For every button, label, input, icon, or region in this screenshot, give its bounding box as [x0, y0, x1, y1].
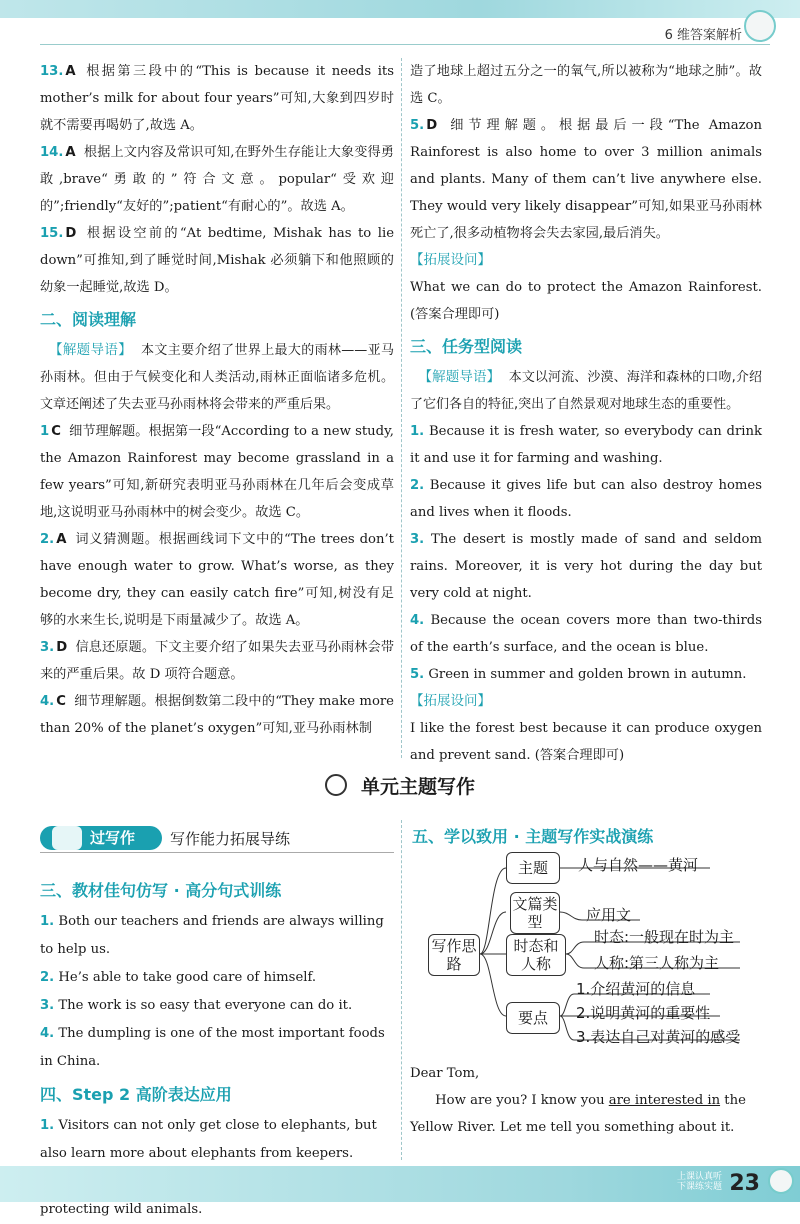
guide-text: 本文主要介绍了世界上最大的雨林——亚马孙雨林。但由于气候变化和人类活动,雨林正面临诸多危机。文章还阐述了失去亚马孙雨林将会带来的严重后果。 [40, 343, 394, 412]
task-answer-5 [410, 661, 762, 688]
letter-text: the Yellow River. Let me tell you something about it. [410, 1093, 746, 1135]
mind-point-1: 1.介绍黄河的信息 [576, 980, 696, 998]
section-heading: 五、学以致用 · 主题写作实战演练 [412, 827, 654, 846]
column-divider [401, 58, 402, 758]
q-explanation: 细节理解题。根据倒数第二段中的“They make more than 20% of the planet’s oxygen”可知,亚马孙雨林制 [40, 694, 394, 736]
q-explanation: Because it is fresh water, so everybody can drink it and use it for farming and washing. [410, 424, 762, 466]
q-number: 1. [40, 914, 55, 929]
letter-text: How are you? I know you [435, 1093, 609, 1108]
continued-text: 造了地球上超过五分之一的氧气,所以被称为“地球之肺”。故选 C。 [410, 64, 762, 106]
task-answer-3 [410, 526, 762, 607]
mind-point-3: 3.表达自己对黄河的感受 [576, 1028, 741, 1046]
mind-root: 写作思路 [428, 934, 480, 976]
q-number: 1. [40, 1118, 55, 1133]
mascot-icon [768, 1168, 794, 1194]
q-number: 1. [410, 424, 425, 439]
q-number: 15. [40, 226, 64, 241]
sentence-text: Both our teachers and friends are always willing to help us. [40, 914, 384, 957]
q-explanation: 细节理解题。根据第一段“According to a new study, the Amazon Rainforest may become grassland in a few years”可知,新研究表明亚马孙雨林在几年后会变成草地,这说明亚马孙雨林中的树会变少。故选 C。 [40, 424, 394, 520]
guide-paragraph [40, 337, 394, 418]
header-divider [40, 44, 770, 45]
task-answer-1 [410, 418, 762, 472]
flower-icon [325, 774, 347, 796]
letter-underlined-phrase: are interested in [608, 1093, 721, 1108]
q-answer: C [51, 424, 61, 439]
q-number: 2. [40, 532, 55, 547]
header-label: 6 维答案解析 [664, 28, 742, 43]
q-number: 3. [40, 640, 55, 655]
mind-point-2: 2.说明黄河的重要性 [576, 1004, 711, 1022]
reading-answer-2 [40, 526, 394, 634]
sentence-4 [40, 1020, 394, 1076]
section-heading: 二、阅读理解 [40, 310, 137, 329]
sentence-text: The dumpling is one of the most important foods in China. [40, 1026, 385, 1069]
q-number: 14. [40, 145, 64, 160]
guide-text: 本文以河流、沙漠、海洋和森林的口吻,介绍了它们各自的特征,突出了自然景观对地球生态的重要性。 [410, 370, 763, 412]
right-column [410, 58, 762, 769]
letter-body [410, 1087, 762, 1141]
q-explanation: 根据第三段中的“This is because it needs its mother’s milk for about four years”可知,大象到四岁时就不需要再喝奶了,故选 A。 [40, 64, 394, 133]
q-explanation: 词义猜测题。根据画线词下文中的“The trees don’t have enough water to grow. What’s worse, as they become dry, they can easily catch fire”可知,树没有足够的水来生长,说明是下雨量减少了。故选 A。 [40, 532, 394, 628]
section-heading: 三、教材佳句仿写 · 高分句式训练 [40, 881, 282, 900]
section-heading: 四、Step 2 高阶表达应用 [40, 1085, 232, 1104]
q-number: 5. [410, 667, 425, 682]
q-answer: A [56, 532, 67, 547]
unit-title [0, 772, 800, 799]
q-explanation: 根据上文内容及常识可知,在野外生存能让大象变得勇敢,brave“勇敢的”符合文意。popular“受欢迎的”;friendly“友好的”;patient“有耐心的”。故选 A。 [40, 145, 394, 214]
q-answer: A [65, 64, 76, 79]
q-number: 4. [410, 613, 425, 628]
sentence-text: protecting wild animals. [40, 1202, 203, 1217]
q-number: 3. [40, 998, 55, 1013]
extension-text: What we can do to protect the Amazon Rainforest. (答案合理即可) [410, 280, 762, 322]
q-number: 13. [40, 64, 64, 79]
sentence-1 [40, 908, 394, 964]
q-answer: C [56, 694, 66, 709]
mind-topic-value: 人与自然——黄河 [578, 856, 699, 874]
answer-15 [40, 220, 394, 301]
q-answer: D [56, 640, 68, 655]
sentence-text: The work is so easy that everyone can do it. [58, 998, 353, 1013]
answer-13 [40, 58, 394, 139]
reading-answer-5 [410, 112, 762, 247]
sentence-3 [40, 992, 394, 1020]
guide-tag: 【解题导语】 [418, 369, 501, 385]
q-explanation: 细节理解题。根据最后一段“The Amazon Rainforest is also home to over 3 million animals and plants. Many of them can’t live anywhere else. They would very likely disappear”可知,如果亚马孙雨林死亡了,很多动植物将会失去家园,最后消失。 [410, 118, 762, 241]
q-answer: D [426, 118, 438, 133]
column-divider [401, 820, 402, 1160]
task-answer-4 [410, 607, 762, 661]
q-number: 1 [40, 424, 50, 439]
task-answer-2 [410, 472, 762, 526]
letter-greeting: Dear Tom, [410, 1066, 480, 1081]
left-column [40, 58, 394, 742]
q-number: 3. [410, 532, 425, 547]
q-number: 2. [410, 478, 425, 493]
mind-person-value: 人称:第三人称为主 [594, 954, 720, 972]
q-answer: D [65, 226, 77, 241]
writing-pill-subtitle: 写作能力拓展导练 [170, 830, 291, 848]
q-explanation: Because it gives life but can also destroy homes and lives when it floods. [410, 478, 762, 520]
unit-title-text: 单元主题写作 [360, 776, 475, 798]
sentence-2 [40, 964, 394, 992]
q-explanation: The desert is mostly made of sand and seldom rains. Moreover, it is very hot during the day but very cold at night. [410, 532, 762, 601]
sample-letter [410, 1060, 762, 1141]
q-explanation: 信息还原题。下文主要介绍了如果失去亚马孙雨林会带来的严重后果。故 D 项符合题意。 [40, 640, 395, 682]
mascot-icon [744, 10, 776, 42]
q-explanation: Because the ocean covers more than two-thirds of the earth’s surface, and the ocean is blue. [410, 613, 762, 655]
reading-answer-4 [40, 688, 394, 742]
top-decor-bar [0, 0, 800, 18]
reading-answer-3 [40, 634, 394, 688]
answer-14 [40, 139, 394, 220]
writing-pill-label: 过写作 [90, 829, 136, 847]
guide-tag: 【解题导语】 [48, 342, 133, 358]
q-number: 5. [410, 118, 425, 133]
q-number: 2. [40, 970, 55, 985]
reading-answer-1 [40, 418, 394, 526]
mind-type-label: 文篇类型 [510, 892, 560, 934]
guide-paragraph [410, 364, 762, 418]
mind-topic-label: 主题 [506, 852, 560, 884]
extension-tag: 【拓展设问】 [410, 693, 491, 709]
mascot-icon [52, 826, 82, 850]
mind-map [410, 846, 762, 1060]
page-number: 23 [729, 1171, 760, 1196]
sentence-text: He’s able to take good care of himself. [58, 970, 317, 985]
mind-type-value: 应用文 [586, 906, 632, 924]
mind-tense-label: 时态和人称 [506, 934, 566, 976]
mind-points-label: 要点 [506, 1002, 560, 1034]
pill-divider [40, 852, 394, 853]
footer-slogan: 上课认真听 下课练实题 [676, 1172, 722, 1192]
mind-tense-value: 时态:一般现在时为主 [594, 928, 735, 946]
extension-text: I like the forest best because it can produce oxygen and prevent sand. (答案合理即可) [410, 721, 762, 763]
q-explanation: Green in summer and golden brown in autumn. [428, 667, 747, 682]
sentence-text: Visitors can not only get close to elephants, but also learn more about elephants from keepers. [40, 1118, 377, 1161]
q-number: 4. [40, 1026, 55, 1041]
q-explanation: 根据设空前的“At bedtime, Mishak has to lie down”可推知,到了睡觉时间,Mishak 必须躺下和他照顾的幼象一起睡觉,故选 D。 [40, 226, 395, 295]
extension-tag: 【拓展设问】 [410, 252, 491, 268]
q-number: 4. [40, 694, 55, 709]
step2-sentence-1 [40, 1112, 394, 1168]
q-answer: A [65, 145, 76, 160]
section-heading: 三、任务型阅读 [410, 337, 523, 356]
